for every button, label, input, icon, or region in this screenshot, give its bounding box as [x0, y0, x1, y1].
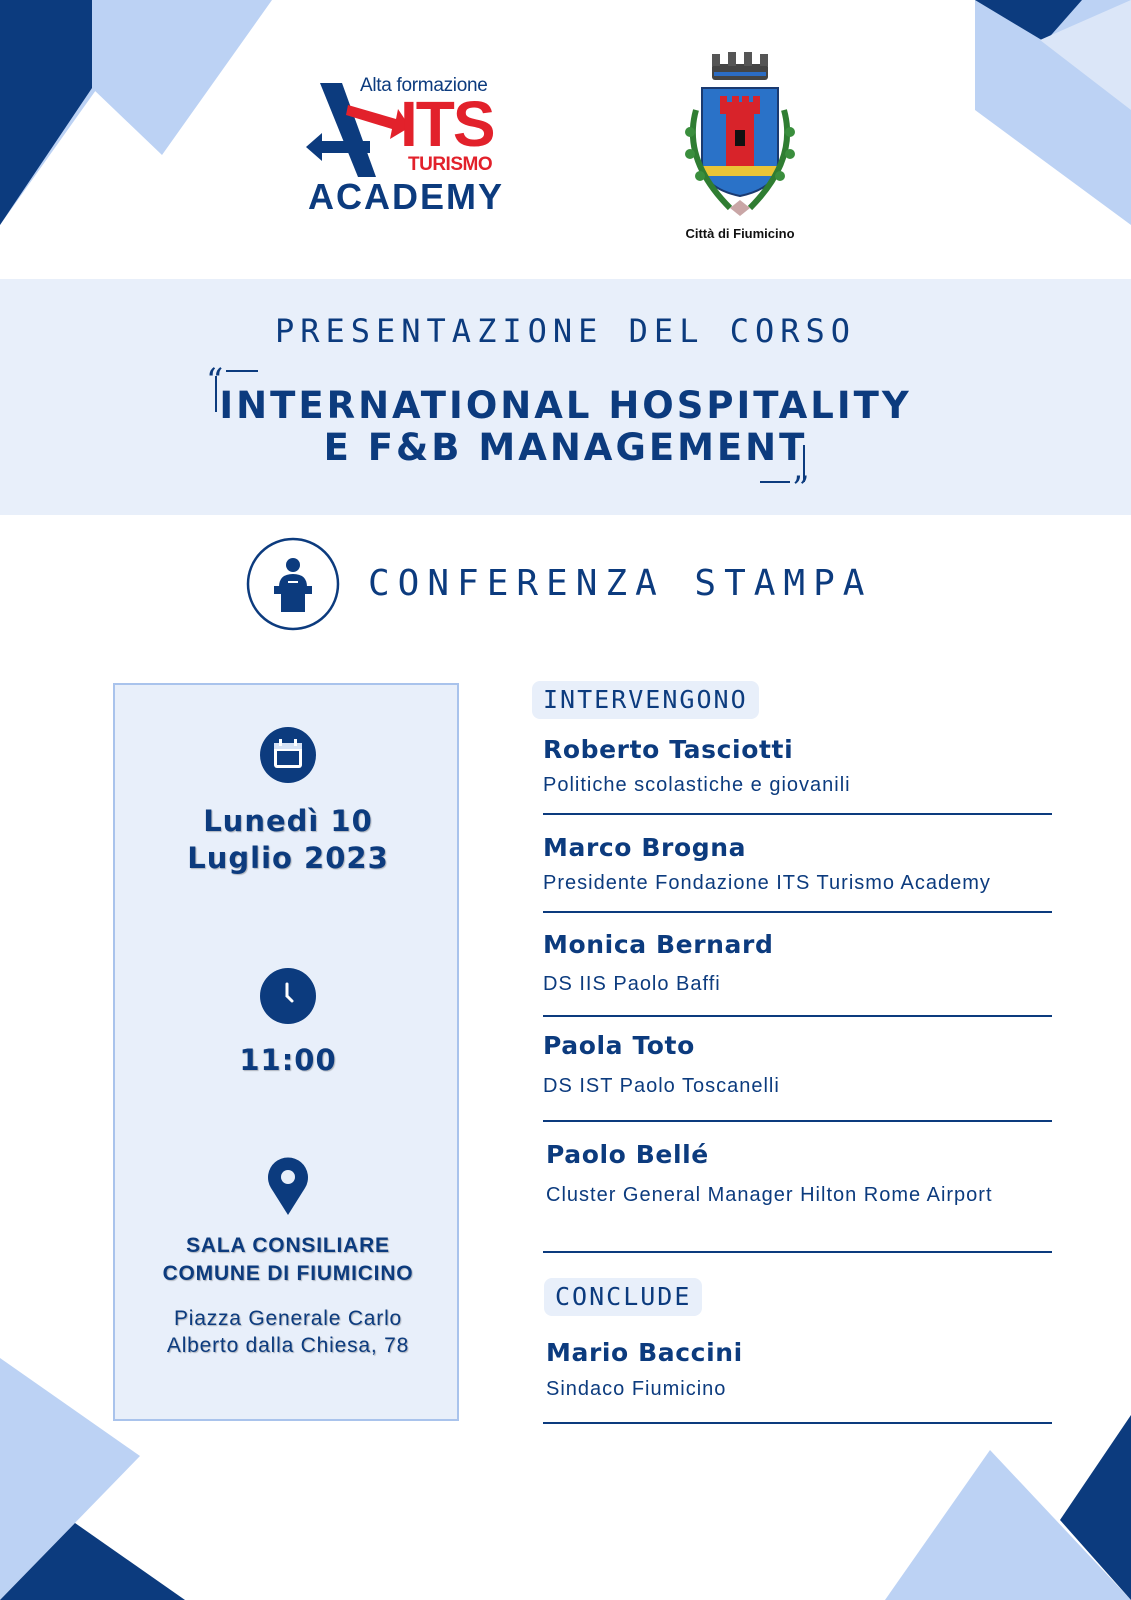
- event-address: [115, 1305, 461, 1359]
- speaker-role-2: Presidente Fondazione ITS Turismo Academy: [543, 872, 991, 894]
- speaker-role-5: Cluster General Manager Hilton Rome Airport: [546, 1184, 993, 1206]
- course-title-line-2: E F&B MANAGEMENT: [323, 426, 808, 469]
- speaker-name-5: Paolo Bellé: [546, 1140, 709, 1169]
- speaker-divider-4: [543, 1120, 1052, 1122]
- event-venue-line-2: COMUNE DI FIUMICINO: [162, 1262, 414, 1285]
- its-logo-tagline: Alta formazione: [360, 75, 488, 96]
- event-address-line-1: Piazza Generale Carlo: [173, 1307, 403, 1330]
- speaker-name-1: Roberto Tasciotti: [543, 735, 794, 764]
- speaker-divider-1: [543, 813, 1052, 815]
- event-address-line-2: Alberto dalla Chiesa, 78: [166, 1334, 410, 1357]
- event-date-line-1: Lunedì 10: [203, 804, 373, 838]
- speaker-name-4: Paola Toto: [543, 1031, 695, 1060]
- city-fiumicino-logo: [676, 50, 804, 245]
- location-pin-icon: [265, 1155, 311, 1217]
- speaker-role-1: Politiche scolastiche e giovanili: [543, 774, 851, 796]
- its-logo-turismo: TURISMO: [408, 154, 493, 175]
- svg-text:“: “: [206, 361, 224, 401]
- speakers-heading: INTERVENGONO: [532, 681, 759, 719]
- speaker-name-2: Marco Brogna: [543, 833, 747, 862]
- calendar-icon: [260, 727, 316, 783]
- event-venue-line-1: SALA CONSILIARE: [186, 1234, 390, 1257]
- its-logo-its: ITS: [400, 88, 494, 160]
- event-time: 11:00: [239, 1043, 337, 1077]
- event-venue: [115, 1232, 461, 1288]
- closing-speaker-role: Sindaco Fiumicino: [546, 1378, 727, 1400]
- speaker-divider-2: [543, 911, 1052, 913]
- closing-divider: [543, 1422, 1052, 1424]
- coat-of-arms-icon: [676, 50, 804, 220]
- presentation-subtitle: PRESENTAZIONE DEL CORSO: [274, 312, 857, 350]
- its-academy-logo: [300, 70, 530, 220]
- press-conference-title: CONFERENZA STAMPA: [368, 563, 873, 604]
- clock-icon: [260, 968, 316, 1024]
- closing-heading: CONCLUDE: [544, 1278, 702, 1316]
- city-name: Città di Fiumicino: [685, 226, 795, 241]
- speaker-divider-5: [543, 1251, 1052, 1253]
- its-logo-academy: ACADEMY: [308, 176, 505, 217]
- event-date: [115, 803, 461, 877]
- speaker-role-4: DS IST Paolo Toscanelli: [543, 1075, 780, 1097]
- svg-text:”: ”: [792, 469, 810, 495]
- speaker-role-3: DS IIS Paolo Baffi: [543, 973, 721, 995]
- speaker-name-3: Monica Bernard: [543, 930, 774, 959]
- course-title: [215, 385, 916, 469]
- event-date-line-2: Luglio 2023: [187, 841, 389, 875]
- podium-speaker-icon: [246, 537, 340, 631]
- closing-speaker-name: Mario Baccini: [546, 1338, 743, 1367]
- deco-top-left-light-2: [92, 0, 272, 155]
- speaker-divider-3: [543, 1015, 1052, 1017]
- event-info-box: [113, 683, 459, 1421]
- course-title-line-1: INTERNATIONAL HOSPITALITY: [219, 384, 912, 427]
